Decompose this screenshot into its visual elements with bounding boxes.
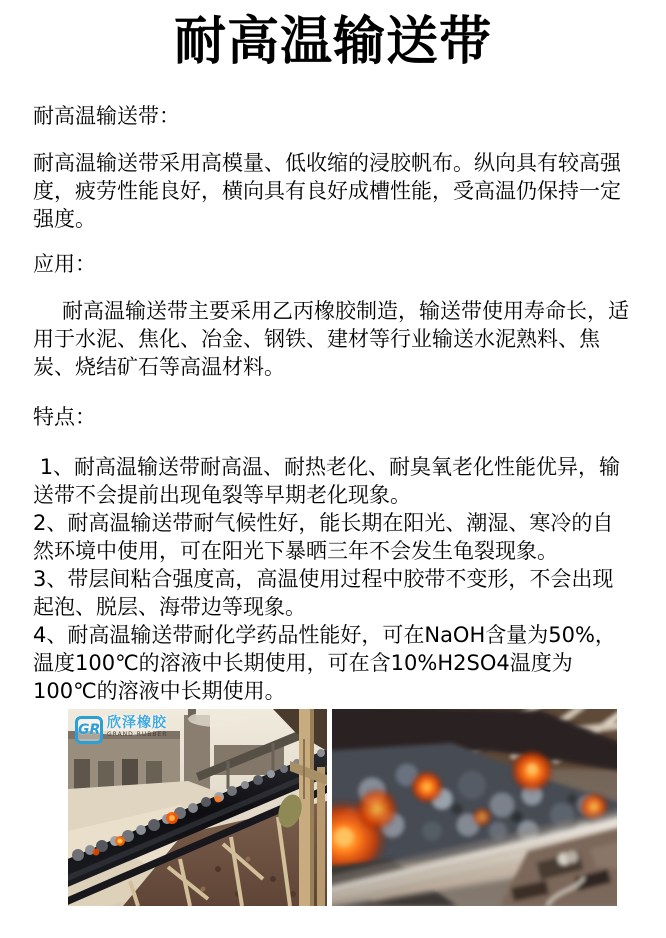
feature-item-2: 2、耐高温输送带耐气候性好，能长期在阳光、潮湿、寒冷的自然环境中使用，可在阳光下暴晒三年不会发生龟裂现象。 xyxy=(33,511,614,563)
feature-item-1: 1、耐高温输送带耐高温、耐热老化、耐臭氧老化性能优异，输送带不会提前出现龟裂等早期老化现象。 xyxy=(33,455,621,507)
photo-hot-material xyxy=(332,709,617,906)
brand-logo xyxy=(75,716,167,744)
photo-conveyor-site xyxy=(68,709,327,906)
features-label: 特点： xyxy=(33,405,96,429)
article-body xyxy=(33,102,633,705)
intro-paragraph: 耐高温输送带采用高模量、低收缩的浸胶帆布。纵向具有较高强度，疲劳性能良好，横向具有良好成槽性能，受高温仍保持一定强度。 xyxy=(33,151,621,231)
intro-label: 耐高温输送带： xyxy=(33,104,180,128)
application-label: 应用： xyxy=(33,252,96,276)
brand-name-cn: 欣泽橡胶 xyxy=(107,715,167,731)
features-list xyxy=(33,453,633,705)
application-paragraph: 耐高温输送带主要采用乙丙橡胶制造，输送带使用寿命长，适用于水泥、焦化、冶金、钢铁、建材等行业输送水泥熟料、焦炭、烧结矿石等高温材料。 xyxy=(33,299,629,379)
gr-monogram-icon: GR xyxy=(75,716,103,744)
photo-row xyxy=(0,709,666,906)
feature-item-4: 4、耐高温输送带耐化学药品性能好，可在NaOH含量为50%，温度100℃的溶液中长期使用，可在含10%H2SO4温度为100℃的溶液中长期使用。 xyxy=(33,623,616,703)
feature-item-3: 3、带层间粘合强度高，高温使用过程中胶带不变形，不会出现起泡、脱层、海带边等现象。 xyxy=(33,567,614,619)
brand-name-en: GRAND RUBBER xyxy=(107,731,168,738)
page-title: 耐高温输送带 xyxy=(173,12,492,72)
hot-material-illustration xyxy=(332,709,617,906)
